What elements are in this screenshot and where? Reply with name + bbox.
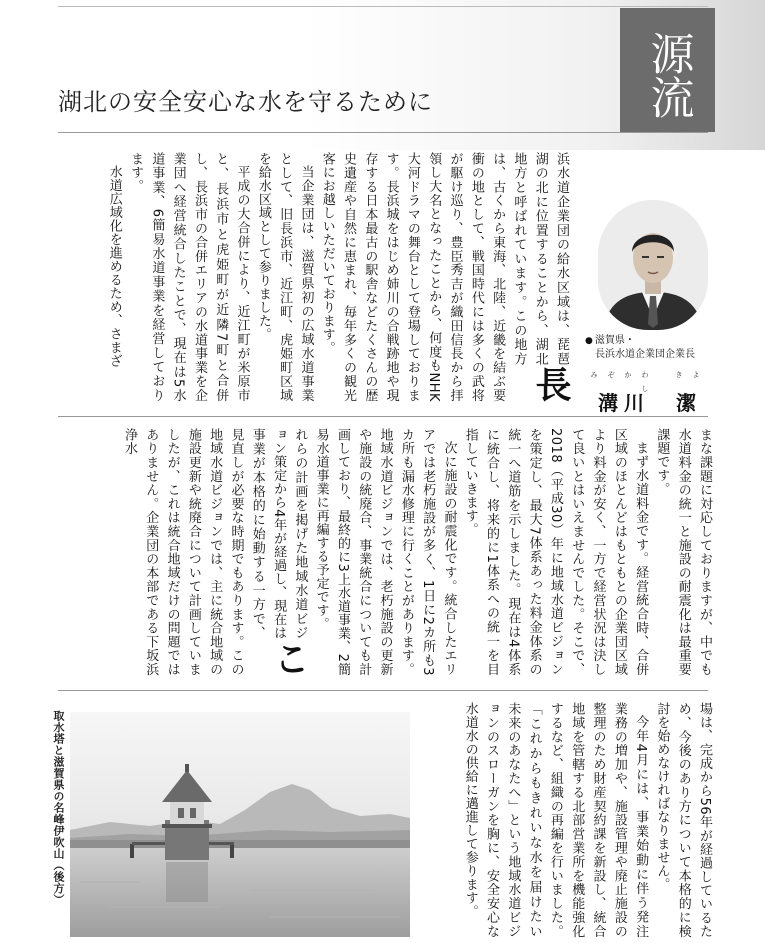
author-info	[585, 334, 715, 415]
paragraph: 平成の大合併により、近江町が米原市と、長浜市と虎姫町が近隣7町と合併し、長浜市の合併エリアの水道事業を企業団へ経営統合したことで、現在は5水道事業、6簡易水道事業を経営しております。	[128, 152, 250, 402]
author-affiliation-1: ● 滋賀県・	[585, 335, 635, 346]
paragraph: 今年4月には、事業始動に伴う発注業務の増加や、施設管理や廃止施設の整理のため財産契約課を新設し、統合地域を管轄する北部営業所を機能強化するなど、組織の再編を行いました。「これからもきれいな水を届けたい 未来のあなたへ」という地域水道ビジョンのスローガンを胸に、安全安心な水道水の供給に邁進して参ります。	[462, 702, 649, 938]
author-name: 溝川 潔	[598, 391, 702, 415]
paragraph: 次に施設の耐震化です。統合したエリアでは老朽施設が多く、1日に2カ所も3カ所も漏水修理に行くことがあります。地域水道ビジョンでは、老朽施設の更新や施設の統廃合、事業統合についても計画しており、最終的に3上水道事業、2簡易水道事業に再編する予定です。	[313, 428, 457, 676]
author-portrait	[598, 200, 708, 330]
article-section-1	[52, 152, 572, 402]
article-section-3	[420, 702, 715, 938]
dropcap-1: 長	[530, 365, 571, 402]
bullet-icon: ●	[585, 336, 593, 346]
photo-caption: 取水塔と滋賀県の名峰伊吹山（後方）	[52, 710, 65, 906]
dropcap-2: こ	[268, 639, 310, 676]
paragraph: まず水道料金です。経営統合時、合併区域のほとんどはもともとの企業団区域より料金が安く、一方で経営状況は決して良いとはいえませんでした。そこで、2018（平成30）年に地域水道ビジョンを策定し、最大7体系あった料金体系の統一へ道筋を示しました。現在は4体系に統合し、将来的に1体系への統一を目指していきます。	[462, 428, 649, 676]
paragraph: まな課題に対応しておりますが、中でも水道料金の統一と施設の耐震化は最重要課題です。	[654, 428, 712, 676]
paragraph: れらの計画を掲げた地域水道ビジョン策定から4年が経過し、現在は事業が本格的に始動する一方で、見直しが必要な時期でもあります。この地域水道ビジョンでは、主に統合地域の施設更新や統廃合について計画していましたが、これは統合地域だけの問題ではありません。企業団の本部である下坂浜浄水	[121, 428, 308, 676]
section-divider-2	[58, 690, 708, 691]
paragraph: 浜水道企業団の給水区域は、琵琶湖の北に位置することから、湖北地方と呼ばれています。この地方は、古くから東海、北陸、近畿を結ぶ要衝の地として、戦国時代には多くの武将が駆け巡り、豊臣秀吉が織田信長から拝領し大名となったことから、何度もNHK大河ドラマの舞台として登場しております。長浜城をはじめ姉川の合戦跡地や現存する日本最古の駅舎などたくさんの歴史遺産や自然に恵まれ、毎年多くの観光客にお越しいただいております。	[319, 152, 569, 402]
header-rule-bottom	[58, 132, 708, 133]
section-divider-1	[58, 416, 708, 417]
article-headline: 湖北の安全安心な水を守るために	[58, 88, 433, 116]
article-section-2	[55, 428, 715, 676]
paragraph: 当企業団は、滋賀県初の広域水道事業として、旧長浜市、近江町、虎姫町区域を給水区域として参りました。	[255, 152, 314, 402]
intake-tower-photo	[70, 712, 410, 937]
paragraph: 水道広域化を進めるため、さまざ	[106, 165, 122, 368]
header-rule-top	[58, 6, 708, 7]
paragraph: 場は、完成から56年が経過しているため、今後のあり方について本格的に検討を始めなければなりません。	[654, 702, 712, 938]
author-name-ruby: みぞかわ きよし	[590, 371, 710, 393]
author-affiliation-2: 長浜水道企業団企業長	[595, 349, 695, 360]
series-title: 源流	[620, 8, 715, 132]
